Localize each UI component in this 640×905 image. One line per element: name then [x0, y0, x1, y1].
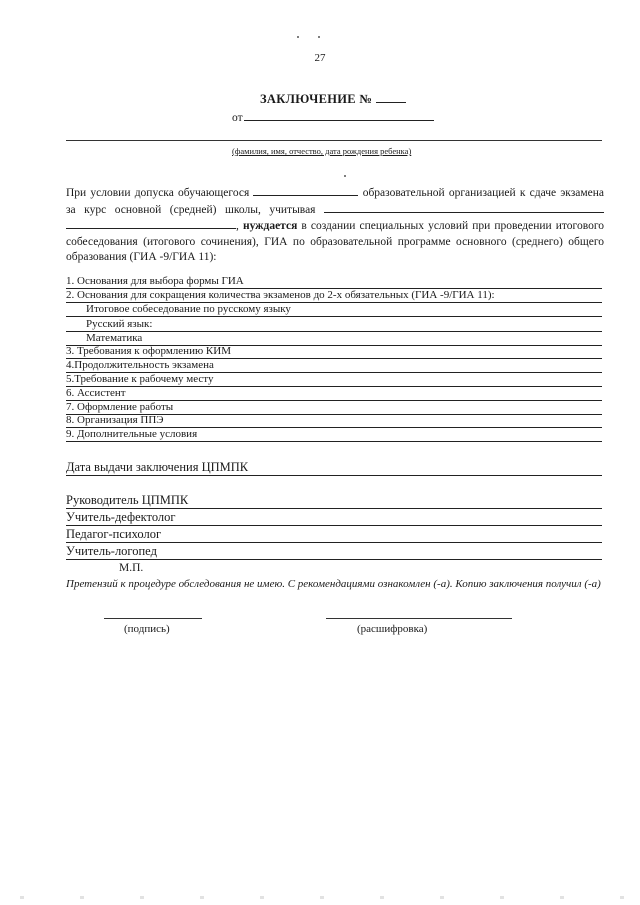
child-name-line[interactable]	[66, 140, 602, 141]
claims-statement: Претензий к процедуре обследования не имею. С рекомендациями ознакомлен (-а). Копию заключения получил (-а)	[66, 578, 601, 590]
speck	[318, 36, 320, 38]
considering-blank-2[interactable]	[66, 218, 236, 229]
item-label: Итоговое собеседование по русскому языку	[86, 303, 291, 315]
student-blank[interactable]	[253, 185, 358, 196]
item-label: 8. Организация ППЭ	[66, 414, 164, 426]
considering-blank[interactable]	[324, 202, 604, 213]
signatory-label: Учитель-дефектолог	[66, 510, 176, 524]
para-text-5: в создании специальных условий при проведении итогового собеседования (итогового сочинения), ГИА по образовательной программе основного (среднего) общего образования (ГИА -9/ГИА 11):	[66, 220, 605, 263]
decoding-caption: (расшифровка)	[357, 623, 428, 635]
speck	[297, 36, 299, 38]
signatory-label: Руководитель ЦПМПК	[66, 493, 189, 507]
signatory-row[interactable]	[66, 544, 602, 560]
needs-word: нуждается	[242, 220, 298, 232]
item-label: 1. Основания для выбора формы ГИА	[66, 275, 244, 287]
document-title	[260, 92, 406, 107]
item-row[interactable]	[66, 303, 602, 317]
item-row[interactable]	[66, 359, 602, 373]
decoding-line[interactable]	[326, 618, 512, 619]
item-row[interactable]	[66, 428, 602, 442]
issue-date-label: Дата выдачи заключения ЦПМПК	[66, 460, 249, 474]
item-label: 3. Требования к оформлению КИМ	[66, 345, 231, 357]
signatory-label: Учитель-логопед	[66, 544, 157, 558]
item-label: 4.Продолжительность экзамена	[66, 359, 214, 371]
para-text-1: При условии допуска обучающегося	[66, 187, 250, 199]
from-label: от	[232, 112, 243, 124]
date-from-row	[232, 110, 434, 124]
number-blank[interactable]	[376, 92, 406, 103]
signatory-row[interactable]	[66, 493, 602, 509]
item-label: 2. Основания для сокращения количества экзаменов до 2-х обязательных (ГИА -9/ГИА 11):	[66, 289, 495, 301]
item-row[interactable]	[66, 345, 602, 359]
signatory-label: Педагог-психолог	[66, 527, 162, 541]
signature-line[interactable]	[104, 618, 202, 619]
item-label: 5.Требование к рабочему месту	[66, 373, 214, 385]
item-row[interactable]	[66, 318, 602, 332]
scan-artifact	[0, 896, 640, 899]
item-label: 9. Дополнительные условия	[66, 428, 198, 440]
item-row[interactable]	[66, 332, 602, 346]
item-label: Русский язык:	[86, 318, 153, 330]
item-row[interactable]	[66, 373, 602, 387]
signatory-row[interactable]	[66, 527, 602, 543]
date-blank[interactable]	[244, 110, 434, 121]
para-text-3: ,	[236, 220, 239, 232]
speck	[344, 175, 346, 177]
page-number: 27	[314, 52, 326, 64]
item-label: 7. Оформление работы	[66, 401, 174, 413]
issue-date-row[interactable]	[66, 460, 602, 476]
item-row[interactable]	[66, 289, 602, 303]
signature-caption: (подпись)	[124, 623, 170, 635]
item-label: 6. Ассистент	[66, 387, 126, 399]
child-name-caption: (фамилия, имя, отчество, дата рождения ребенка)	[232, 146, 412, 156]
item-label: Математика	[86, 332, 143, 344]
item-row[interactable]	[66, 275, 602, 289]
document-title-text: ЗАКЛЮЧЕНИЕ №	[260, 92, 373, 106]
item-row[interactable]	[66, 414, 602, 428]
conditions-paragraph	[66, 185, 604, 266]
para-text-2: образовательной организацией к сдаче экзамена за курс основной (средней) школы, учитывая	[66, 187, 605, 216]
signatory-row[interactable]	[66, 510, 602, 526]
item-row[interactable]	[66, 387, 602, 401]
item-row[interactable]	[66, 401, 602, 415]
stamp-label: М.П.	[119, 562, 144, 574]
